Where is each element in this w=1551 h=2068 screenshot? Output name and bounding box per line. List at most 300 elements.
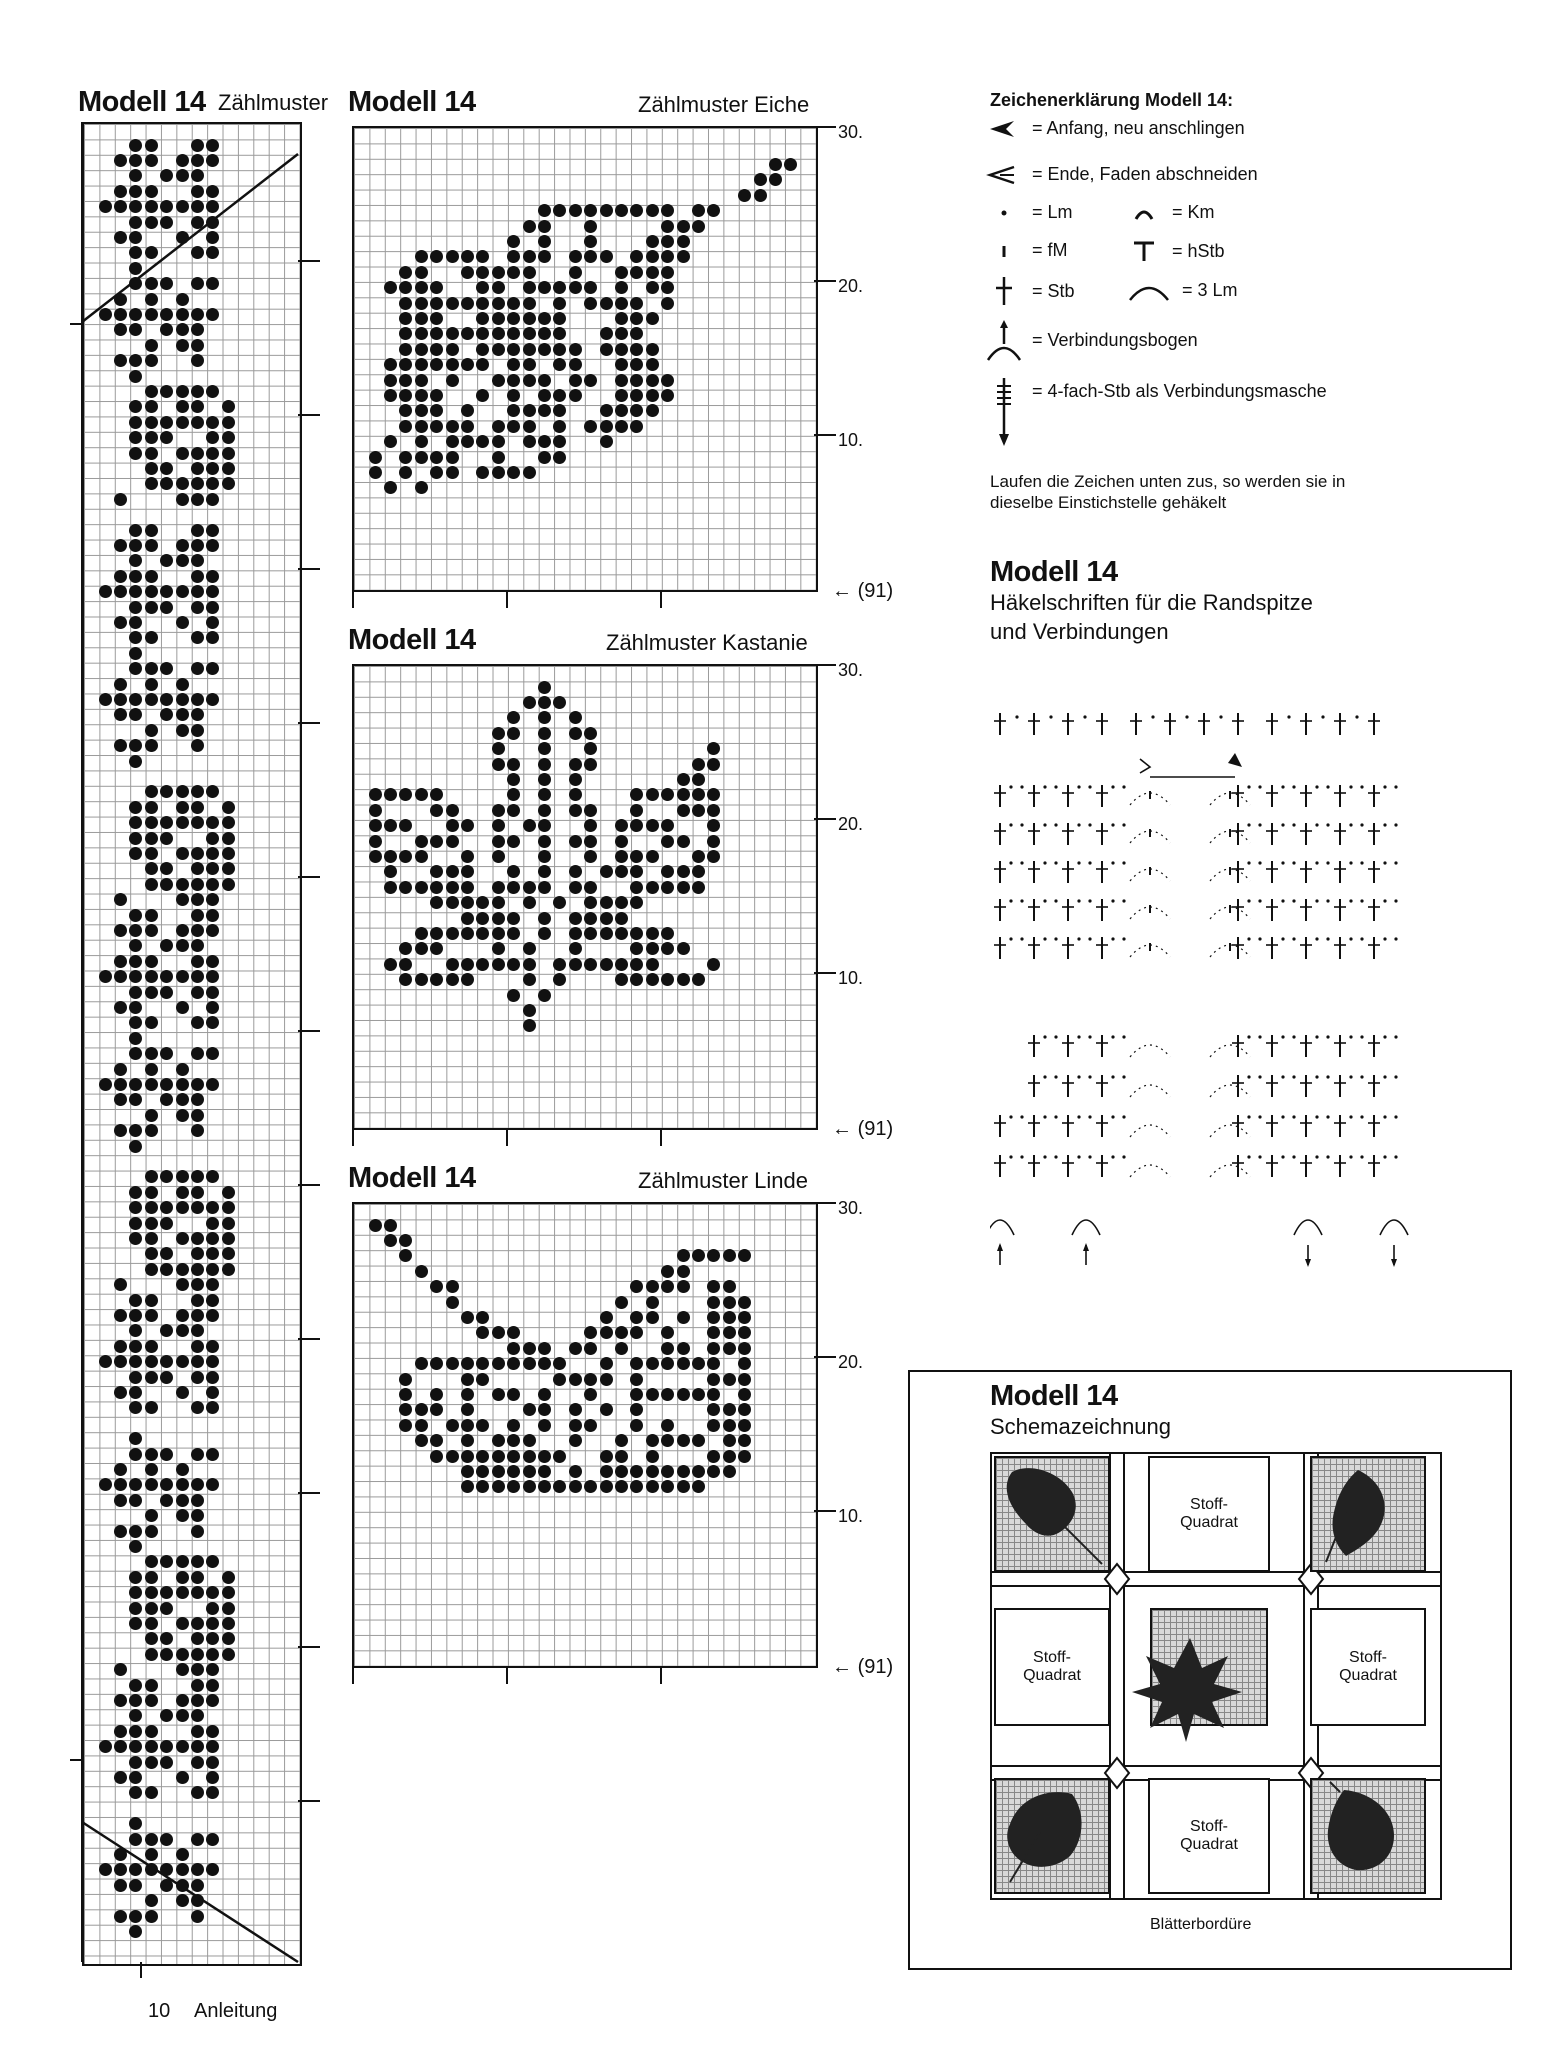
stitch-dot (615, 912, 628, 925)
crochet-stitch (1151, 715, 1154, 718)
stitch-dot (129, 1786, 142, 1799)
crochet-stitch (1394, 1155, 1397, 1158)
stitch-dot (492, 451, 505, 464)
stitch-dot (415, 1419, 428, 1432)
stitch-dot (784, 158, 797, 171)
stitch-dot (553, 204, 566, 217)
stitch-dot (523, 958, 536, 971)
stitch-dot (129, 447, 142, 460)
stitch-dot (145, 1679, 158, 1692)
stitch-dot (191, 924, 204, 937)
stitch-dot (160, 385, 173, 398)
stitch-dot (191, 139, 204, 152)
stitch-dot (160, 585, 173, 598)
stitch-dot (461, 250, 474, 263)
stitch-dot (461, 958, 474, 971)
stitch-dot (661, 881, 674, 894)
stitch-dot (630, 850, 643, 863)
stitch-dot (646, 927, 659, 940)
stitch-dot (99, 585, 112, 598)
stitch-dot (523, 881, 536, 894)
stitch-dot (206, 277, 219, 290)
stitch-dot (630, 865, 643, 878)
stitch-dot (160, 308, 173, 321)
stitch-dot (646, 1465, 659, 1478)
stitch-dot (145, 570, 158, 583)
stitch-dot (492, 1357, 505, 1370)
stitch-dot (191, 169, 204, 182)
stitch-dot (145, 1632, 158, 1645)
stitch-dot (707, 1342, 720, 1355)
stitch-dot (191, 200, 204, 213)
stitch-dot (129, 539, 142, 552)
stitch-dot (661, 927, 674, 940)
row-tick (814, 434, 836, 436)
stitch-dot (129, 739, 142, 752)
stitch-dot (99, 1078, 112, 1091)
stitch-dot (538, 927, 551, 940)
stitch-dot (191, 1124, 204, 1137)
stitch-dot (114, 893, 127, 906)
stitch-dot (114, 616, 127, 629)
stitch-dot (677, 1480, 690, 1493)
stitch-dot (430, 312, 443, 325)
stitch-dot (661, 1357, 674, 1370)
crochet-stitch (1009, 937, 1012, 940)
crochet-stitch (1210, 1045, 1250, 1057)
stitch-dot (707, 742, 720, 755)
crochet-stitch (1043, 861, 1046, 864)
stitch-dot (191, 693, 204, 706)
stitch-dot (507, 1434, 520, 1447)
stitch-dot (523, 819, 536, 832)
stitch-dot (129, 262, 142, 275)
stitch-dot (600, 404, 613, 417)
stitch-dot (538, 404, 551, 417)
crochet-stitch (1043, 937, 1046, 940)
crochet-stitch (1049, 715, 1052, 718)
stitch-dot (191, 447, 204, 460)
stitch-dot (206, 1217, 219, 1230)
stitch-dot (615, 1326, 628, 1339)
crochet-stitch (1383, 785, 1386, 788)
legend-item: = hStb (1126, 240, 1225, 262)
stitch-dot (399, 942, 412, 955)
stitch-dot (206, 832, 219, 845)
chart-subtitle: Zählmuster Linde (638, 1168, 808, 1193)
stitch-dot (160, 1170, 173, 1183)
stitch-dot (206, 986, 219, 999)
crochet-stitch (1281, 823, 1284, 826)
stitch-dot (114, 924, 127, 937)
stitch-dot (399, 312, 412, 325)
row-tick (814, 1202, 836, 1204)
stitch-dot (507, 312, 520, 325)
page-section: Anleitung (194, 2000, 278, 2022)
stitch-dot (129, 154, 142, 167)
stitch-dot (176, 924, 189, 937)
stitch-dot (176, 801, 189, 814)
stitch-dot (191, 1632, 204, 1645)
stitch-dot (222, 1186, 235, 1199)
stitch-dot (129, 370, 142, 383)
stitch-dot (206, 970, 219, 983)
stitch-dot (692, 220, 705, 233)
stitch-dot (600, 1480, 613, 1493)
stitch-dot (222, 801, 235, 814)
stitch-dot (569, 958, 582, 971)
crochet-stitch (1185, 715, 1188, 718)
row-tick (814, 972, 836, 974)
stitch-dot (176, 308, 189, 321)
stitch-dot (661, 835, 674, 848)
crochet-stitch (1122, 861, 1125, 864)
stitch-dot (191, 1371, 204, 1384)
stitch-dot (191, 816, 204, 829)
stitch-dot (600, 1326, 613, 1339)
stitch-dot (446, 1296, 459, 1309)
crochet-stitch (1054, 1115, 1057, 1118)
stitch-dot (176, 1555, 189, 1568)
crochet-stitch (1292, 1115, 1295, 1118)
stitch-dot (446, 835, 459, 848)
column-tick (352, 1128, 354, 1146)
stitch-dot (160, 1632, 173, 1645)
stitch-dot (538, 912, 551, 925)
stitch-dot (630, 1373, 643, 1386)
stitch-dot (191, 1494, 204, 1507)
stitch-dot (129, 308, 142, 321)
chart-title: Modell 14 (348, 1162, 476, 1194)
crochet-stitch (1088, 823, 1091, 826)
stitch-dot (584, 758, 597, 771)
stitch-dot (129, 1833, 142, 1846)
stitch-dot (677, 1311, 690, 1324)
stitch-dot (160, 1263, 173, 1276)
crochet-stitch (1349, 785, 1352, 788)
stitch-dot (661, 389, 674, 402)
stitch-dot (145, 585, 158, 598)
stitch-dot (600, 896, 613, 909)
stitch-dot (206, 924, 219, 937)
crochet-stitch (1349, 823, 1352, 826)
stitch-dot (399, 404, 412, 417)
crochet-stitch (1077, 785, 1080, 788)
stitch-dot (661, 788, 674, 801)
stitch-dot (160, 477, 173, 490)
crochet-stitch (1383, 937, 1386, 940)
crochet-stitch (1258, 1155, 1261, 1158)
stitch-dot (129, 1140, 142, 1153)
stitch-dot (176, 1848, 189, 1861)
row-tick (814, 126, 836, 128)
stitch-dot (707, 850, 720, 863)
stitch-dot (630, 266, 643, 279)
legend-item: = 3 Lm (1126, 278, 1238, 302)
strip-tick (298, 1184, 320, 1186)
crochet-stitch (1349, 861, 1352, 864)
stitch-dot (222, 447, 235, 460)
stitch-dot (415, 451, 428, 464)
stitch-dot (206, 431, 219, 444)
stitch-dot (399, 389, 412, 402)
crochet-stitch (1326, 1075, 1329, 1078)
stitch-dot (584, 958, 597, 971)
stitch-dot (646, 358, 659, 371)
stitch-dot (615, 1480, 628, 1493)
stitch-dot (399, 819, 412, 832)
stitch-dot (206, 693, 219, 706)
stitch-dot (692, 1465, 705, 1478)
stitch-dot (129, 1617, 142, 1630)
stitch-dot (399, 1234, 412, 1247)
stitch-dot (600, 1311, 613, 1324)
stitch-dot (492, 1326, 505, 1339)
stitch-dot (507, 912, 520, 925)
stitch-dot (707, 788, 720, 801)
stitch-dot (129, 832, 142, 845)
stitch-dot (369, 451, 382, 464)
crochet-stitch (1140, 759, 1150, 773)
stitch-dot (145, 1294, 158, 1307)
stitch-dot (222, 1201, 235, 1214)
stitch-dot (415, 312, 428, 325)
stitch-dot (384, 358, 397, 371)
stitch-dot (222, 847, 235, 860)
stitch-dot (461, 865, 474, 878)
stitch-dot (160, 601, 173, 614)
stitch-dot (507, 358, 520, 371)
stitch-dot (569, 835, 582, 848)
stitch-dot (399, 973, 412, 986)
stitch-dot (384, 374, 397, 387)
stitch-dot (492, 1388, 505, 1401)
crochet-stitch (1360, 861, 1363, 864)
stitch-dot (430, 881, 443, 894)
strip-tick (298, 1646, 320, 1648)
stitch-dot (176, 616, 189, 629)
stitch-dot (600, 912, 613, 925)
stitch-dot (584, 1419, 597, 1432)
stitch-dot (206, 1355, 219, 1368)
stitch-dot (461, 420, 474, 433)
stitch-dot (661, 1419, 674, 1432)
stitch-dot (129, 1016, 142, 1029)
stitch-dot (369, 819, 382, 832)
stitch-dot (630, 804, 643, 817)
stitch-dot (738, 1434, 751, 1447)
stitch-dot (160, 1740, 173, 1753)
crochet-stitch (1383, 1155, 1386, 1158)
arc-large-icon (1126, 278, 1172, 302)
stitch-dot (191, 1109, 204, 1122)
stitch-dot (476, 435, 489, 448)
crochet-stitch (1292, 1155, 1295, 1158)
stitch-dot (646, 973, 659, 986)
stitch-dot (160, 1648, 173, 1661)
stitch-dot (523, 942, 536, 955)
column-tick (660, 1128, 662, 1146)
stitch-dot (222, 477, 235, 490)
row-label-20: 20. (838, 814, 864, 834)
stitch-dot (160, 554, 173, 567)
stitch-dot (176, 785, 189, 798)
stitch-dot (191, 1725, 204, 1738)
stitch-dot (646, 958, 659, 971)
stitch-dot (615, 204, 628, 217)
stitch-dot (114, 1309, 127, 1322)
stitch-dot (145, 293, 158, 306)
stitch-dot (176, 539, 189, 552)
row-label-10: 10. (838, 1506, 864, 1526)
stitch-dot (738, 1342, 751, 1355)
crochet-stitch (1394, 1075, 1397, 1078)
stitch-dot (176, 1063, 189, 1076)
crochet-stitch (1258, 1115, 1261, 1118)
stitch-dot (523, 297, 536, 310)
stitch-dot (160, 277, 173, 290)
stitch-dot (145, 1463, 158, 1476)
crochet-stitch (1054, 861, 1057, 864)
stitch-dot (507, 1465, 520, 1478)
stitch-dot (507, 1480, 520, 1493)
stitch-dot (692, 1480, 705, 1493)
stitch-dot (553, 297, 566, 310)
crochet-stitch (1360, 1155, 1363, 1158)
stitch-dot (145, 1725, 158, 1738)
stitch-dot (415, 281, 428, 294)
stitch-dot (523, 281, 536, 294)
stitch-dot (129, 1540, 142, 1553)
stitch-dot (507, 1357, 520, 1370)
crochet-stitch (1281, 899, 1284, 902)
stitch-dot (569, 881, 582, 894)
stitch-dot (129, 1863, 142, 1876)
stitch-dot (160, 1217, 173, 1230)
stitch-dot (206, 955, 219, 968)
crochet-stitch (1315, 1115, 1318, 1118)
stitch-dot (538, 220, 551, 233)
row-tick (814, 664, 836, 666)
stitch-dot (191, 708, 204, 721)
stitch-dot (538, 281, 551, 294)
stitch-dot (446, 1357, 459, 1370)
crochet-stitch (1077, 1115, 1080, 1118)
stitch-dot (176, 1478, 189, 1491)
stitch-dot (630, 312, 643, 325)
crochet-stitch (1247, 1075, 1250, 1078)
stitch-dot (523, 1342, 536, 1355)
stitch-dot (630, 389, 643, 402)
stitch-dot (191, 1863, 204, 1876)
crochet-stitch (1111, 1115, 1114, 1118)
strip-tick (298, 1492, 320, 1494)
stitch-dot (129, 1725, 142, 1738)
stitch-dot (129, 1432, 142, 1445)
stitch-dot (538, 819, 551, 832)
stitch-dot (176, 293, 189, 306)
crochet-stitch (1130, 1045, 1170, 1057)
stitch-dot (129, 1925, 142, 1938)
stitch-dot (630, 1311, 643, 1324)
stitch-dot (600, 1357, 613, 1370)
stitch-dot (160, 1602, 173, 1615)
stitch-dot (160, 708, 173, 721)
stitch-dot (615, 850, 628, 863)
stitch-dot (415, 327, 428, 340)
stitch-dot (160, 1756, 173, 1769)
stitch-dot (630, 927, 643, 940)
stitch-dot (615, 266, 628, 279)
stitch-dot (191, 354, 204, 367)
crochet-stitch (1247, 899, 1250, 902)
stitch-dot (145, 1201, 158, 1214)
stitch-dot (129, 1401, 142, 1414)
stitch-dot (399, 451, 412, 464)
crochet-stitch (1122, 1155, 1125, 1158)
stitch-dot (507, 758, 520, 771)
stitch-dot (145, 385, 158, 398)
stitch-dot (446, 973, 459, 986)
stitch-dot (145, 1371, 158, 1384)
stitch-dot (145, 785, 158, 798)
crochet-stitch (1009, 861, 1012, 864)
stitch-dot (661, 204, 674, 217)
stitch-dot (369, 788, 382, 801)
stitch-dot (399, 1388, 412, 1401)
stitch-dot (206, 1401, 219, 1414)
stitch-dot (600, 1450, 613, 1463)
strip-tick (298, 1800, 320, 1802)
stitch-dot (538, 1357, 551, 1370)
stitch-dot (707, 1326, 720, 1339)
stitch-dot (191, 1232, 204, 1245)
stitch-dot (553, 1480, 566, 1493)
stitch-dot (677, 788, 690, 801)
stitch-dot (145, 1786, 158, 1799)
strip-tick (298, 1338, 320, 1340)
stitch-dot (145, 1756, 158, 1769)
crochet-stitch (1088, 1075, 1091, 1078)
stitch-dot (160, 1586, 173, 1599)
stitch-dot (191, 1247, 204, 1260)
stitch-dot (145, 1833, 158, 1846)
stitch-dot (384, 1234, 397, 1247)
stitch-dot (114, 1355, 127, 1368)
stitch-dot (114, 354, 127, 367)
stitch-dot (129, 801, 142, 814)
stitch-dot (523, 312, 536, 325)
stitch-dot (584, 235, 597, 248)
stitch-dot (461, 404, 474, 417)
stitch-dot (677, 1357, 690, 1370)
stitch-dot (677, 235, 690, 248)
stitch-dot (191, 939, 204, 952)
stitch-dot (476, 927, 489, 940)
stitch-dot (191, 739, 204, 752)
crochet-stitch (1349, 1035, 1352, 1038)
stitch-dot (176, 1263, 189, 1276)
stitch-dot (692, 865, 705, 878)
stitch-dot (222, 862, 235, 875)
stitch-dot (677, 1465, 690, 1478)
stitch-dot (222, 1263, 235, 1276)
stitch-dot (129, 662, 142, 675)
crochet-stitch (1020, 1155, 1023, 1158)
stitch-dot (191, 601, 204, 614)
stitch-dot (692, 850, 705, 863)
stitch-dot (145, 1478, 158, 1491)
